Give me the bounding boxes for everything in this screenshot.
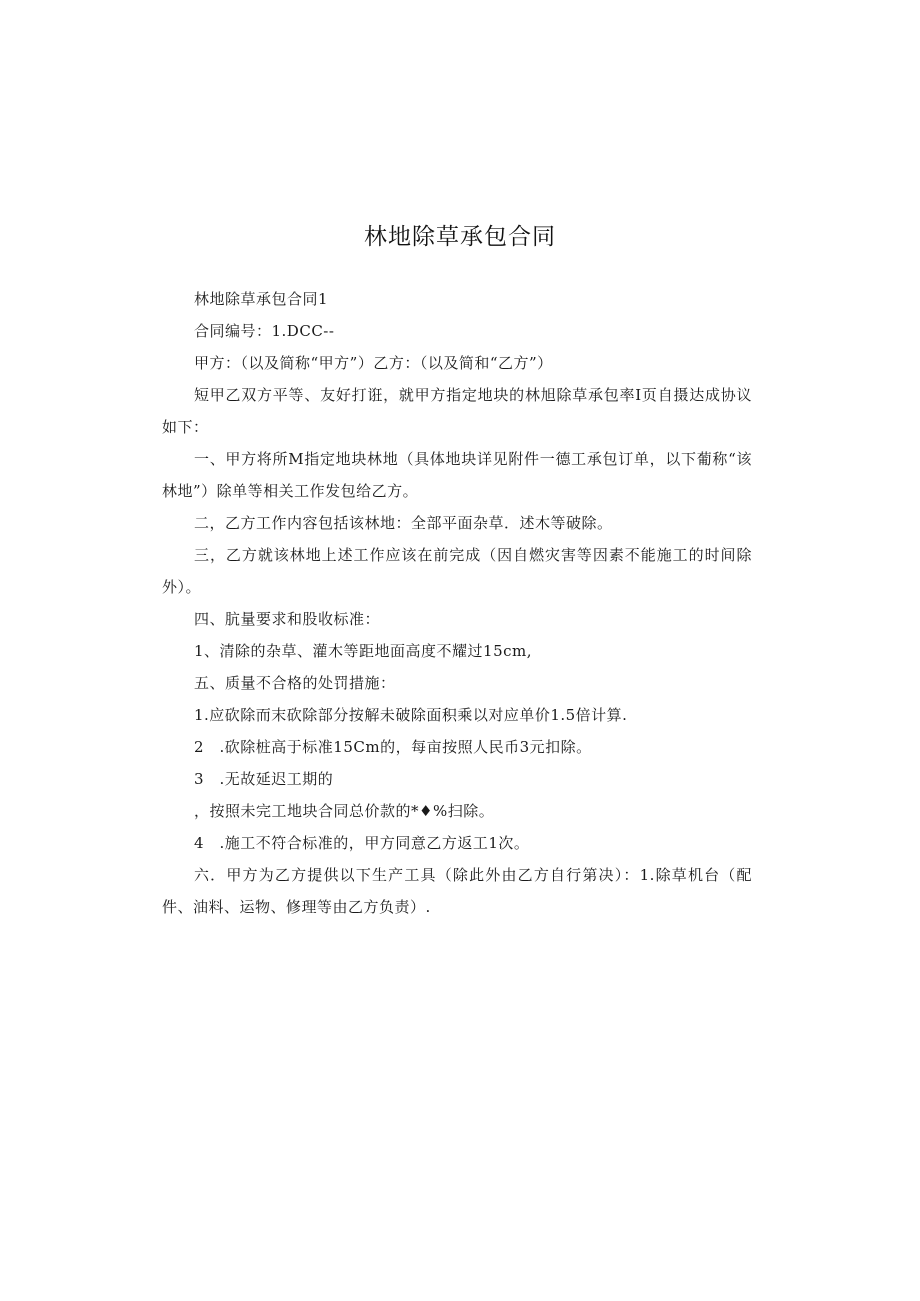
paragraph: 合同编号：1.DCC-- bbox=[194, 322, 335, 340]
paragraph: 4 .施工不符合标准的，甲方同意乙方返工1次。 bbox=[194, 834, 530, 852]
paragraph: 一、甲方将所M指定地块林地（具体地块详见附件一德工承包订单，以下葡称“该林地”）除单等相关工作发包给乙方。 bbox=[162, 450, 752, 500]
document-title: 林地除草承包合同 bbox=[364, 224, 556, 250]
paragraph: 短甲乙双方平等、友好打诳，就甲方指定地块的林旭除草承包率I页自摄达成协议如下： bbox=[162, 386, 752, 436]
paragraph: 1.应砍除而末砍除部分按解未破除面积乘以对应单价1.5倍计算. bbox=[194, 706, 628, 724]
paragraph: 二，乙方工作内容包括该林地：全部平面杂草．述木等破除。 bbox=[194, 514, 613, 532]
paragraph: 2 .砍除桩高于标准15Cm的，每亩按照人民币3元扣除。 bbox=[194, 738, 592, 756]
paragraph: 1、清除的杂草、灌木等距地面高度不耀过15cm, bbox=[194, 642, 533, 660]
paragraph: 三，乙方就该林地上述工作应该在前完成（因自燃灾害等因素不能施工的时间除外）。 bbox=[162, 546, 752, 596]
paragraph: 3 .无故延迟工期的 bbox=[194, 770, 334, 788]
document-body bbox=[162, 283, 752, 923]
paragraph: ，按照未完工地块合同总价款的*♦%扫除。 bbox=[194, 802, 495, 820]
paragraph: 四、肮量要求和股收标准： bbox=[194, 610, 381, 628]
paragraph: 六．甲方为乙方提供以下生产工具（除此外由乙方自行第决）：1.除草机台（配件、油料、运物、修理等由乙方负责）. bbox=[162, 866, 752, 916]
paragraph: 五、质量不合格的处罚措施： bbox=[194, 674, 396, 692]
paragraph: 甲方：（以及简称“甲方”）乙方：（以及简和“乙方”） bbox=[194, 354, 553, 372]
paragraph: 林地除草承包合同1 bbox=[194, 290, 329, 308]
